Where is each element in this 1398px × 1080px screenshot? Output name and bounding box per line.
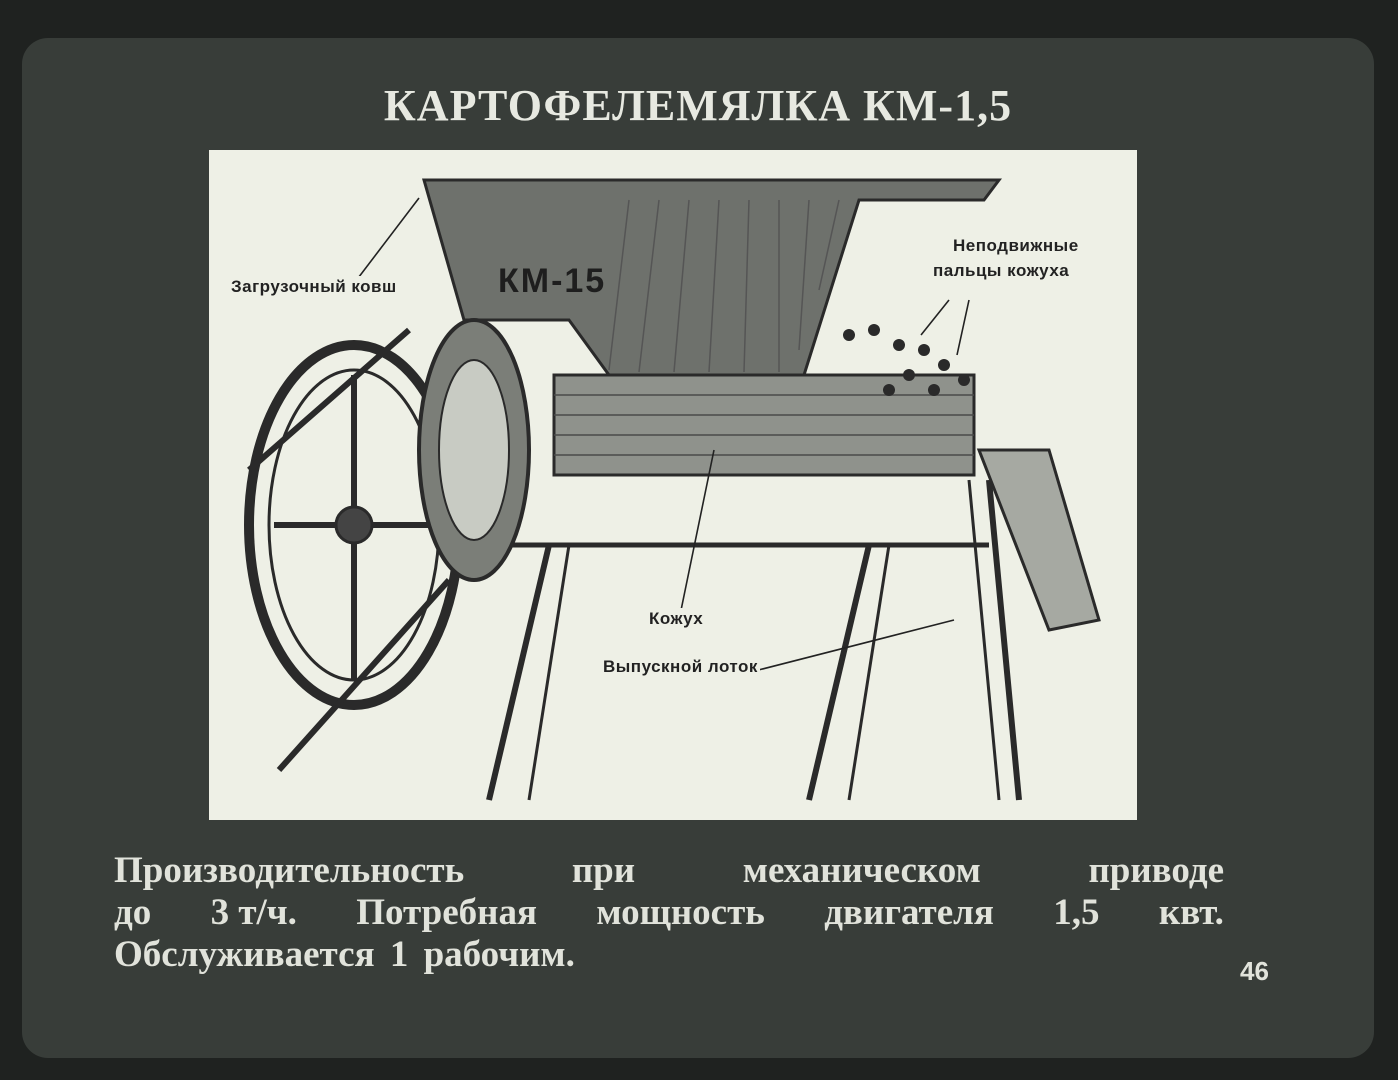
label-casing: Кожух	[649, 609, 704, 628]
caption-word: Производительность	[114, 850, 465, 891]
label-fixed-fingers-line2: пальцы кожуха	[933, 261, 1070, 280]
caption-word: 1,5	[1053, 892, 1100, 933]
slide-frame	[22, 38, 1374, 1058]
caption-word: Потребная	[356, 892, 538, 933]
caption-word: механическом	[742, 850, 981, 891]
page-number: 46	[1240, 956, 1269, 986]
caption-word: при	[571, 850, 636, 891]
caption-word: 3 т/ч.	[210, 892, 297, 933]
label-fixed-fingers-line1: Неподвижные	[953, 236, 1079, 255]
caption-line-2	[114, 892, 1224, 934]
machine-illustration	[209, 150, 1137, 820]
caption-word: до	[114, 892, 152, 933]
label-loading-hopper: Загрузочный ковш	[231, 277, 397, 296]
caption-word: мощность	[596, 892, 765, 933]
label-discharge-chute: Выпускной лоток	[603, 657, 758, 676]
caption-word: приводе	[1088, 850, 1224, 891]
machine-marking: КМ-15	[498, 262, 607, 300]
slide-caption	[114, 850, 1224, 976]
slide-title: КАРТОФЕЛЕМЯЛКА КМ-1,5	[383, 81, 1013, 130]
caption-word: двигателя	[824, 892, 994, 933]
caption-word: квт.	[1158, 892, 1224, 933]
caption-line-3: Обслуживается 1 рабочим.	[114, 934, 575, 975]
caption-line-1	[114, 850, 1224, 892]
